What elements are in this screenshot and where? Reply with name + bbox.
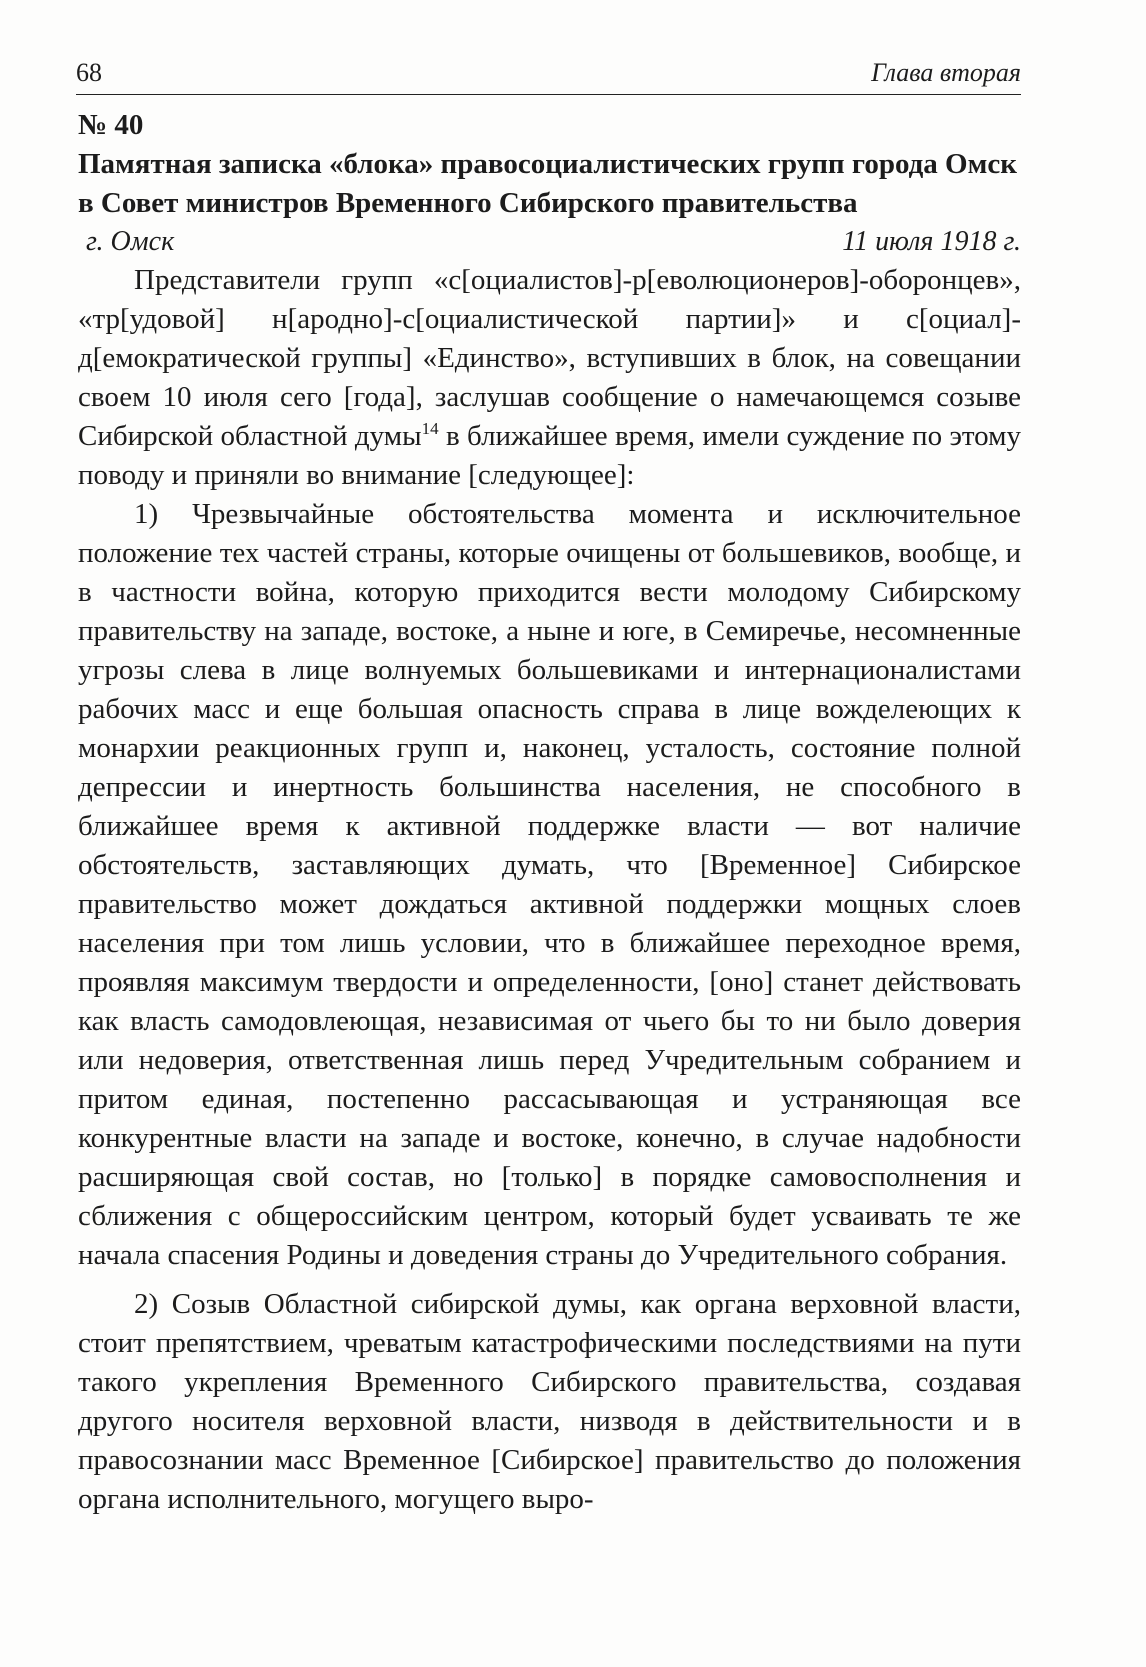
document-body <box>78 261 1021 1519</box>
paragraph-intro <box>78 261 1021 495</box>
paragraph-point-2: 2) Созыв Областной сибирской думы, как органа верховной власти, стоит препятствием, чреватым катастрофическими последствиями на пути такого укрепления Временного Сибирского правительства, создавая другого носителя верховной власти, низводя в действительности и в правосознании масс Временное [Сибирское] правительство до положения органа исполнительного, могущего выро- <box>78 1288 1021 1515</box>
document-number: № 40 <box>78 109 144 141</box>
document-title: Памятная записка «блока» правосоциалистических групп города Омск в Совет министров Временного Сибирского правительства <box>78 148 1017 219</box>
page-number: 68 <box>76 58 102 87</box>
document-date: 11 июля 1918 г. <box>842 226 1021 257</box>
paragraph-point-1: 1) Чрезвычайные обстоятельства момента и исключительное положение тех частей страны, которые очищены от большевиков, вообще, и в частности война, которую приходится вести молодому Сибирскому правительству на западе, востоке, а ныне и юге, в Семиречье, несомненные угрозы слева в лице волнуемых большевиками и интернационалистами рабочих масс и еще большая опасность справа в лице вожделеющих к монархии реакционных групп и, наконец, усталость, состояние полной депрессии и инертность большинства населения, не способного в ближайшее время к активной поддержке власти — вот наличие обстоятельств, заставляющих думать, что [Временное] Сибирское правительство может дождаться активной поддержки мощных слоев населения при том лишь условии, что в ближайшее переходное время, проявляя максимум твердости и определенности, [оно] станет действовать как власть самодовлеющая, независимая от чьего бы то ни было доверия или недоверия, ответственная лишь перед Учредительным собранием и притом единая, постепенно рассасывающая и устраняющая все конкурентные власти на западе и востоке, конечно, в случае надобности расширяющая свой состав, но [только] в порядке самовосполнения и сближения с общероссийским центром, который будет усваивать те же начала спасения Родины и доведения страны до Учредительного собрания. <box>78 498 1021 1271</box>
footnote-ref[interactable]: 14 <box>421 419 439 438</box>
paragraph-text: Представители групп «с[оциалистов]-р[еволюционеров]-оборонцев», «тр[удовой] н[ародно]-с[оциалистической партии]» и с[оциал]-д[емократической группы] «Единство», вступивших в блок, на совещании своем 10 июля сего [года], заслушав сообщение о намечающемся созыве Сибирской областной думы <box>78 264 1021 452</box>
paragraph-text-continued: в ближайшее время, имели суждение по этому поводу и приняли во внимание [следующее]: <box>78 420 1021 491</box>
document-meta <box>78 223 1021 261</box>
document-place: г. Омск <box>86 226 175 257</box>
document-section <box>78 106 1021 1519</box>
running-head: Глава вторая <box>871 58 1021 87</box>
page-header <box>76 58 1021 95</box>
